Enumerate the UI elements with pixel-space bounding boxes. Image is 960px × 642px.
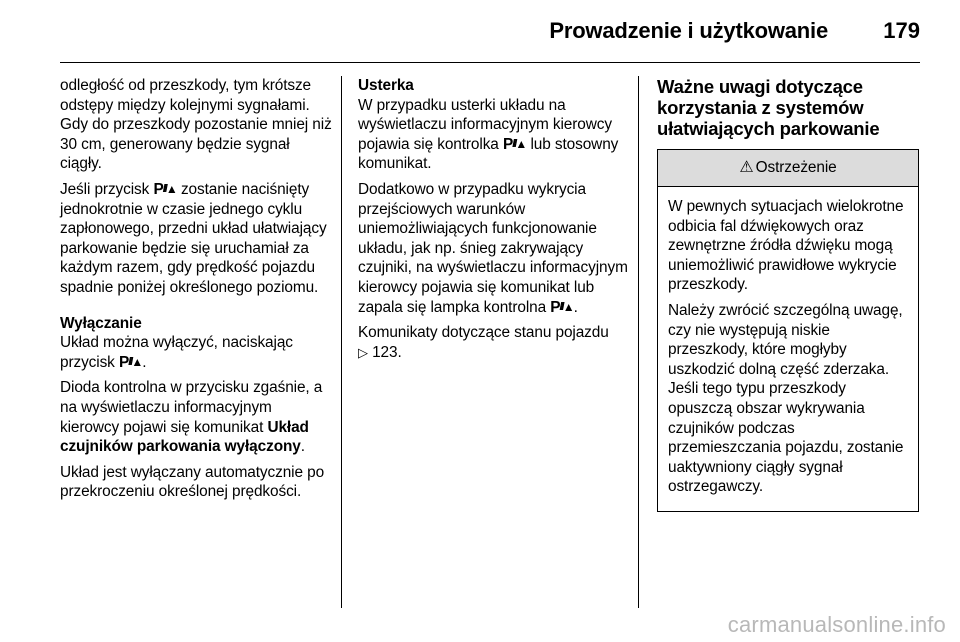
- warning-title: Ostrzeżenie: [755, 159, 837, 177]
- paragraph: Układ jest wyłączany automatycznie po przekroczeniu określonej prędkości.: [60, 463, 325, 501]
- warning-header: [658, 150, 918, 187]
- park-assist-button-icon: P///▲: [118, 353, 143, 371]
- column-divider: [341, 76, 342, 608]
- page-reference-link[interactable]: ▷ 123.: [358, 343, 402, 361]
- warning-body: [658, 187, 918, 511]
- park-assist-button-icon: P///▲: [502, 135, 527, 153]
- paragraph: Jeśli przycisk P///▲ zostanie naciśnięty jednokrotnie w czasie jednego cyklu zapłonowego, przedni układ ułatwiający parkowanie będzie się uruchamiał za każdym razem, gdy prędkość pojazdu spadnie poniżej określonego poziomu.: [60, 180, 327, 296]
- paragraph: Należy zwrócić szczególną uwagę, czy nie występują niskie przeszkody, które mogłyby uszkodzić dolną część zderzaka. Jeśli tego typu przeszkody opuszczą obszar wykrywania czujników podczas przemieszczania pojazdu, zostanie uaktywniony ciągły sygnał ostrzegawczy.: [668, 301, 904, 496]
- subheading-off: Wyłączanie: [60, 314, 142, 332]
- paragraph: odległość od przeszkody, tym krótsze odstępy między kolejnymi sygnałami. Gdy do przeszkody pozostanie mniej niż 30 cm, generowany będzie sygnał ciągły.: [60, 77, 332, 173]
- warning-triangle-icon: ⚠: [739, 159, 754, 177]
- column-middle: [358, 76, 628, 368]
- park-assist-button-icon: P///▲: [550, 298, 574, 316]
- park-assist-button-icon: P///▲: [153, 180, 177, 198]
- column-right: [657, 76, 920, 512]
- paragraph: Dioda kontrolna w przycisku zgaśnie, a na wyświetlaczu informacyjnym kierowcy pojawi się komunikat Układ czujników parkowania wyłączony.: [60, 379, 323, 456]
- watermark: carmanualsonline.info: [727, 612, 946, 637]
- page-header: [60, 0, 920, 63]
- paragraph: Komunikaty dotyczące stanu pojazdu ▷ 123.: [358, 324, 609, 361]
- warning-box: [657, 149, 919, 512]
- page-title: Prowadzenie i użytkowanie: [549, 18, 828, 43]
- paragraph: Dodatkowo w przypadku wykrycia przejściowych warunków uniemożliwiających funkcjonowanie układu, jak np. śnieg zakrywający czujniki, na wyświetlaczu informacyjnym kierowcy pojawia się komunikat lub zapala się lampka kontrolna P///▲.: [358, 180, 628, 316]
- paragraph: W pewnych sytuacjach wielokrotne odbicia fal dźwiękowych oraz zewnętrzne źródła dźwięku mogą uniemożliwić prawidłowe wykrycie przeszkody.: [668, 198, 904, 294]
- column-divider: [638, 76, 639, 608]
- page-reference-arrow-icon: ▷: [358, 344, 368, 360]
- column-left: [60, 76, 332, 508]
- section-heading: Ważne uwagi dotyczące korzystania z systemów ułatwiających parkowanie: [657, 76, 880, 139]
- paragraph: Wyłączanie Układ można wyłączyć, naciskając przycisk P///▲.: [60, 314, 332, 373]
- page-number: 179: [883, 18, 920, 43]
- paragraph: Usterka W przypadku usterki układu na wyświetlaczu informacyjnym kierowcy pojawia się kontrolka P///▲ lub stosowny komunikat.: [358, 76, 628, 174]
- subheading-fault: Usterka: [358, 77, 414, 94]
- display-message: Układ czujników parkowania wyłączony: [60, 418, 309, 456]
